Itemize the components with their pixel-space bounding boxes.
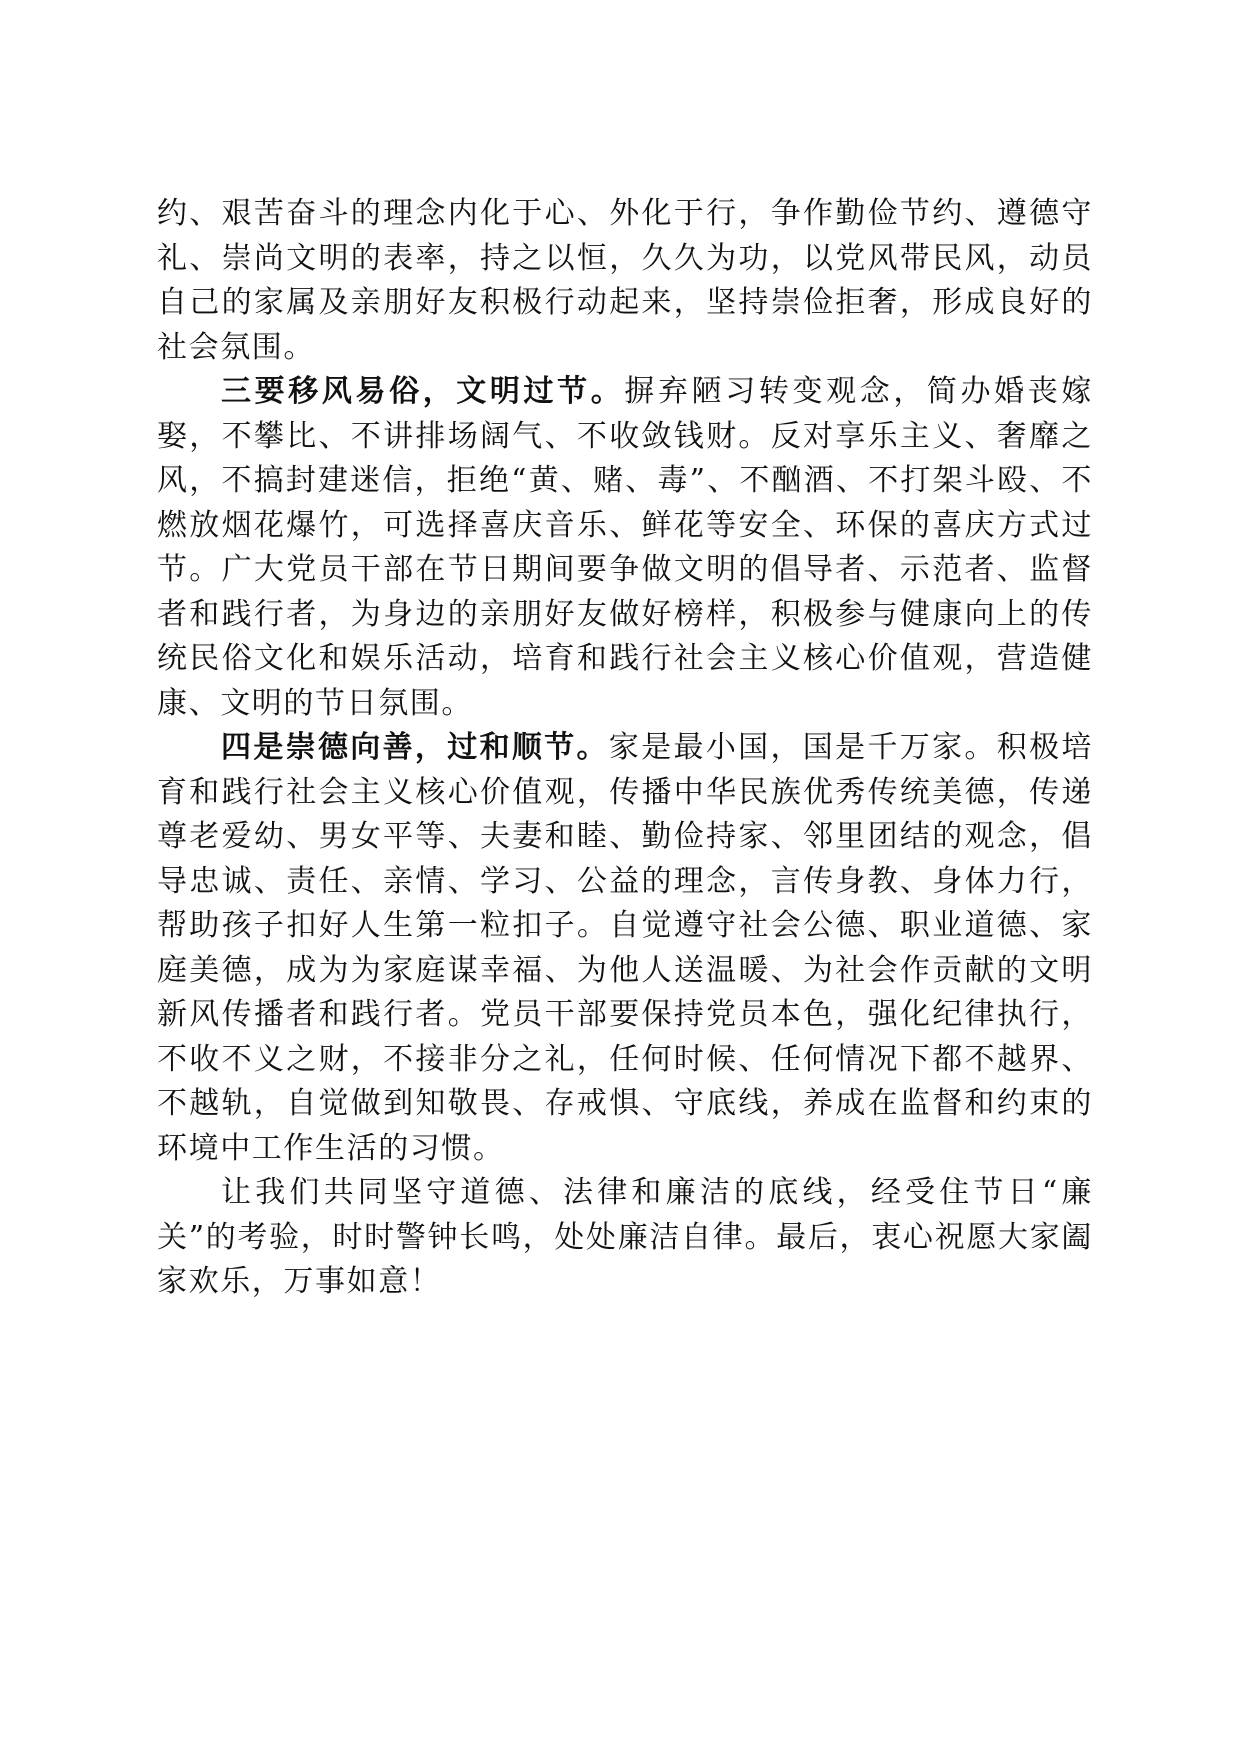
paragraph-point-three — [157, 370, 1093, 726]
paragraph-continuation — [157, 192, 1093, 370]
paragraph-text: 家是最小国，国是千万家。积极培育和践行社会主义核心价值观，传播中华民族优秀传统美德，传递尊老爱幼、男女平等、夫妻和睦、勤俭持家、邻里团结的观念，倡导忠诚、责任、亲情、学习、公益的理念，言传身教、身体力行，帮助孩子扣好人生第一粒扣子。自觉遵守社会公德、职业道德、家庭美德，成为为家庭谋幸福、为他人送温暖、为社会作贡献的文明新风传播者和践行者。党员干部要保持党员本色，强化纪律执行，不收不义之财，不接非分之礼，任何时候、任何情况下都不越界、不越轨，自觉做到知敬畏、存戒惧、守底线，养成在监督和约束的环境中工作生活的习惯。 — [157, 730, 1093, 1166]
paragraph-text: 让我们共同坚守道德、法律和廉洁的底线，经受住节日“廉关”的考验，时时警钟长鸣，处处廉洁自律。最后，衷心祝愿大家阖家欢乐，万事如意！ — [157, 1175, 1093, 1299]
paragraph-closing — [157, 1171, 1093, 1305]
paragraph-heading: 三要移风易俗，文明过节。 — [221, 374, 625, 409]
document-body — [157, 192, 1093, 1305]
paragraph-text: 约、艰苦奋斗的理念内化于心、外化于行，争作勤俭节约、遵德守礼、崇尚文明的表率，持之以恒，久久为功，以党风带民风，动员自己的家属及亲朋好友积极行动起来，坚持崇俭拒奢，形成良好的社会氛围。 — [157, 196, 1093, 365]
paragraph-point-four — [157, 726, 1093, 1171]
paragraph-heading: 四是崇德向善，过和顺节。 — [221, 730, 609, 765]
paragraph-text: 摒弃陋习转变观念，简办婚丧嫁娶，不攀比、不讲排场阔气、不收敛钱财。反对享乐主义、奢靡之风，不搞封建迷信，拒绝“黄、赌、毒”、不酗酒、不打架斗殴、不燃放烟花爆竹，可选择喜庆音乐、鲜花等安全、环保的喜庆方式过节。广大党员干部在节日期间要争做文明的倡导者、示范者、监督者和践行者，为身边的亲朋好友做好榜样，积极参与健康向上的传统民俗文化和娱乐活动，培育和践行社会主义核心价值观，营造健康、文明的节日氛围。 — [157, 374, 1093, 721]
